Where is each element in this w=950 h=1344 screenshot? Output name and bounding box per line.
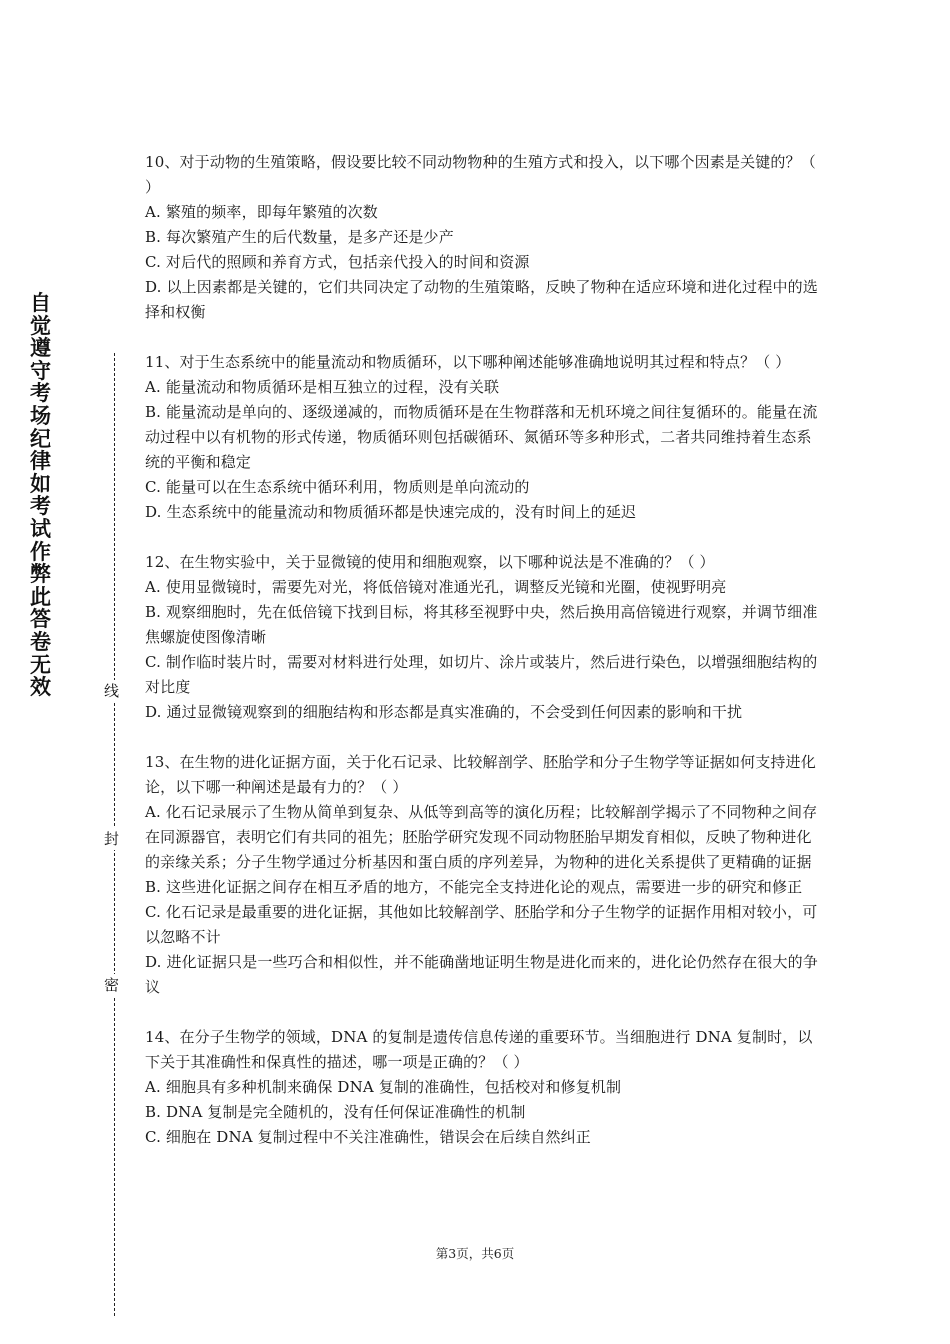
option-a: A. 繁殖的频率，即每年繁殖的次数 bbox=[145, 203, 378, 221]
option-b: B. 这些进化证据之间存在相互矛盾的地方，不能完全支持进化论的观点，需要进一步的研究和修正 bbox=[145, 878, 803, 896]
binding-label-seal: 封 bbox=[104, 830, 120, 848]
question-14 bbox=[145, 1025, 825, 1150]
exam-discipline-warning: 自觉遵守考场纪律如考试作弊此答卷无效 bbox=[30, 291, 51, 700]
option-d: D. 生态系统中的能量流动和物质循环都是快速完成的，没有时间上的延迟 bbox=[145, 503, 637, 521]
option-c: C. 制作临时装片时，需要对材料进行处理，如切片、涂片或装片，然后进行染色，以增强细胞结构的对比度 bbox=[145, 653, 818, 696]
option-d: D. 进化证据只是一些巧合和相似性，并不能确凿地证明生物是进化而来的，进化论仍然存在很大的争议 bbox=[145, 953, 818, 996]
question-11 bbox=[145, 350, 825, 525]
option-b: B. DNA 复制是完全随机的，没有任何保证准确性的机制 bbox=[145, 1103, 526, 1121]
page-number: 第3页，共6页 bbox=[435, 1246, 515, 1261]
option-d: D. 通过显微镜观察到的细胞结构和形态都是真实准确的，不会受到任何因素的影响和干扰 bbox=[145, 703, 743, 721]
question-stem: 11、对于生态系统中的能量流动和物质循环，以下哪种阐述能够准确地说明其过程和特点？（ ） bbox=[145, 353, 791, 371]
question-stem: 13、在生物的进化证据方面，关于化石记录、比较解剖学、胚胎学和分子生物学等证据如何支持进化论，以下哪一种阐述是最有力的？（ ） bbox=[145, 753, 816, 796]
option-b: B. 能量流动是单向的、逐级递减的，而物质循环是在生物群落和无机环境之间往复循环的。能量在流动过程中以有机物的形式传递，物质循环则包括碳循环、氮循环等多种形式，二者共同维持着生态系统的平衡和稳定 bbox=[145, 403, 818, 471]
option-c: C. 化石记录是最重要的进化证据，其他如比较解剖学、胚胎学和分子生物学的证据作用相对较小，可以忽略不计 bbox=[145, 903, 818, 946]
question-12 bbox=[145, 550, 825, 725]
question-list bbox=[145, 150, 825, 1175]
binding-label-line: 线 bbox=[104, 682, 120, 700]
option-c: C. 细胞在 DNA 复制过程中不关注准确性，错误会在后续自然纠正 bbox=[145, 1128, 591, 1146]
question-13 bbox=[145, 750, 825, 1000]
question-10 bbox=[145, 150, 825, 325]
question-stem: 14、在分子生物学的领域，DNA 的复制是遗传信息传递的重要环节。当细胞进行 DNA 复制时，以下关于其准确性和保真性的描述，哪一项是正确的？（ ） bbox=[145, 1028, 813, 1071]
question-stem: 12、在生物实验中，关于显微镜的使用和细胞观察，以下哪种说法是不准确的？（ ） bbox=[145, 553, 715, 571]
option-a: A. 使用显微镜时，需要先对光，将低倍镜对准通光孔，调整反光镜和光圈，使视野明亮 bbox=[145, 578, 727, 596]
question-stem: 10、对于动物的生殖策略，假设要比较不同动物物种的生殖方式和投入，以下哪个因素是关键的？（ ） bbox=[145, 153, 816, 196]
option-a: A. 化石记录展示了生物从简单到复杂、从低等到高等的演化历程；比较解剖学揭示了不同物种之间存在同源器官，表明它们有共同的祖先；胚胎学研究发现不同动物胚胎早期发育相似，反映了物种进化的亲缘关系；分子生物学通过分析基因和蛋白质的序列差异，为物种的进化关系提供了更精确的证据 bbox=[145, 803, 818, 871]
option-c: C. 对后代的照顾和养育方式，包括亲代投入的时间和资源 bbox=[145, 253, 530, 271]
option-a: A. 能量流动和物质循环是相互独立的过程，没有关联 bbox=[145, 378, 500, 396]
binding-label-secret: 密 bbox=[104, 976, 120, 994]
option-a: A. 细胞具有多种机制来确保 DNA 复制的准确性，包括校对和修复机制 bbox=[145, 1078, 622, 1096]
option-b: B. 每次繁殖产生的后代数量，是多产还是少产 bbox=[145, 228, 454, 246]
option-b: B. 观察细胞时，先在低倍镜下找到目标，将其移至视野中央，然后换用高倍镜进行观察，并调节细准焦螺旋使图像清晰 bbox=[145, 603, 818, 646]
option-c: C. 能量可以在生态系统中循环利用，物质则是单向流动的 bbox=[145, 478, 530, 496]
option-d: D. 以上因素都是关键的，它们共同决定了动物的生殖策略，反映了物种在适应环境和进化过程中的选择和权衡 bbox=[145, 278, 818, 321]
